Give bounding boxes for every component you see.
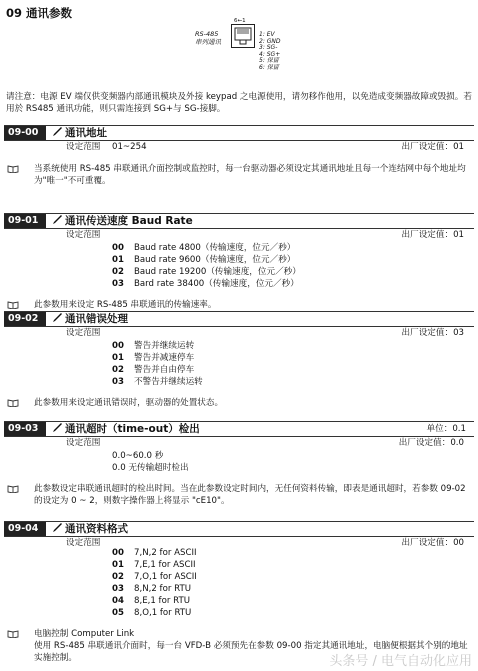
connector-label: RS-485 串列通讯 [195,30,221,46]
option-value: Baud rate 19200（传输速度，位元／秒） [134,267,301,277]
option-key: 01 [112,560,124,570]
option-row [112,353,194,364]
param-name-text: 通讯错误处理 [65,313,128,325]
pin-label: 5: 保留 [259,57,279,64]
factory-default: 出厂设定值：01 [401,142,464,152]
option-key: 03 [112,584,124,594]
option-row [112,572,197,583]
note-book-icon [7,630,19,638]
range-label: 设定范围 [66,538,101,548]
option-value: 7,N,2 for ASCII [134,548,197,558]
param-code: 09-00 [4,126,46,140]
option-value: 7,E,1 for ASCII [134,560,196,570]
option-row [112,243,295,254]
option-row [112,365,194,376]
param-name [52,214,193,228]
param-code: 09-03 [4,422,46,436]
param-name-text: 通讯传送速度 Baud Rate [65,215,193,227]
option-value: 7,O,1 for ASCII [134,572,197,582]
param-name [52,126,107,140]
option-value: 0.0~60.0 秒 [112,451,164,461]
param-name [52,312,128,326]
option-row [112,451,163,462]
option-value: 8,O,1 for RTU [134,608,192,618]
factory-default: 出厂设定值：0.0 [398,438,464,448]
param-header-bar [4,421,474,437]
option-row [112,255,295,266]
param-name-text: 通讯超时（time-out）检出 [65,423,200,435]
option-value: 警告并自由停车 [134,365,195,375]
param-code: 09-01 [4,214,46,228]
option-row [112,548,197,559]
param-code: 09-04 [4,522,46,536]
range-label: 设定范围 [66,438,101,448]
rs485-connector-diagram [195,20,293,80]
param-name [52,422,200,436]
note-book-icon [7,399,19,407]
factory-default: 出厂设定值：00 [401,538,464,548]
param-header-bar [4,521,474,537]
option-row [112,279,299,290]
range-label: 设定范围 [66,230,101,240]
option-key: 03 [112,279,124,289]
param-description: 当系统使用 RS-485 串联通讯介面控制或监控时，每一台驱动器必须设定其通讯地址且每一个连结网中每个地址均为"唯一"不可重覆。 [34,164,466,186]
rj45-port-icon [231,24,255,48]
option-key: 00 [112,341,124,351]
option-value: Baud rate 9600（传输速度，位元／秒） [134,255,296,265]
option-row [112,463,189,474]
option-key: 02 [112,267,124,277]
option-value: 警告并继续运转 [134,341,195,351]
option-key: 01 [112,353,124,363]
option-value: Bard rate 38400（传输速度，位元／秒） [134,279,299,289]
option-key: 01 [112,255,124,265]
param-name [52,522,128,536]
pin-label: 6: 保留 [259,63,279,71]
param-header-bar [4,125,474,141]
note-book-icon [7,165,19,173]
option-row [112,267,301,278]
pin-label: 4: SG+ [259,50,281,58]
option-key: 04 [112,596,124,606]
option-value: 8,N,2 for RTU [134,584,191,594]
param-description: 此参数设定串联通讯超时的检出时间。当在此参数设定时间内，无任何资料传输，即表是通讯超时，若参数 09-02 的设定为 0 ~ 2，则数字操作器上将显示 "cE10"。 [34,484,469,506]
pin-label: 3: SG- [259,44,278,51]
param-unit: 单位：0.1 [426,424,466,434]
option-key: 00 [112,243,124,253]
option-key: 02 [112,365,124,375]
param-header-bar [4,311,474,327]
option-key: 05 [112,608,124,618]
option-row [112,341,194,352]
option-key: 02 [112,572,124,582]
option-row [112,608,191,619]
param-name-text: 通讯地址 [65,127,107,139]
option-value: Baud rate 4800（传输速度，位元／秒） [134,243,296,253]
connector-pin-list [259,32,281,71]
factory-default: 出厂设定值：01 [401,230,464,240]
param-description: 此参数用来设定通讯错误时，驱动器的处置状态。 [34,398,224,408]
range-label: 设定范围 [66,328,101,338]
option-value: 8,E,1 for RTU [134,596,190,606]
param-header-bar [4,213,474,229]
pin-label: 2: GND [259,37,281,45]
section-title: 09 通讯参数 [6,6,73,20]
option-key: 03 [112,377,124,387]
option-value: 警告并减速停车 [134,353,195,363]
range-label: 设定范围 [66,142,101,152]
option-row [112,560,196,571]
watermark: 头条号 / 电气自动化应用 [329,654,472,669]
option-key: 00 [112,548,124,558]
option-row [112,377,203,388]
connector-pin-numbers: 6←1 [234,18,246,24]
param-name-text: 通讯资料格式 [65,523,128,535]
option-value: 0.0 无传输超时检出 [112,463,189,473]
intro-note: 请注意：电源 EV 端仅供变频器内部通讯模块及外接 keypad 之电源使用，请勿移作他用，以免造成变频器故障或毁损。若用於 RS485 通讯功能，则只需连接到 SG+与 SG-接脚。 [6,92,472,114]
option-row [112,596,190,607]
pin-label: 1: EV [259,31,275,38]
option-row [112,584,191,595]
note-book-icon [7,485,19,493]
range-value: 01~254 [112,142,147,152]
note-book-icon [7,301,19,309]
param-code: 09-02 [4,312,46,326]
option-value: 不警告并继续运转 [134,377,203,387]
param-description: 此参数用来设定 RS-485 串联通讯的传输速率。 [34,300,217,310]
param-description: 电脑控制 Computer Link 使用 RS-485 串联通讯介面时，每一台 VFD-B 必须预先在参数 09-00 指定其通讯地址，电脑便根据其个别的地址实施控制。 [34,629,468,663]
factory-default: 出厂设定值：03 [401,328,464,338]
